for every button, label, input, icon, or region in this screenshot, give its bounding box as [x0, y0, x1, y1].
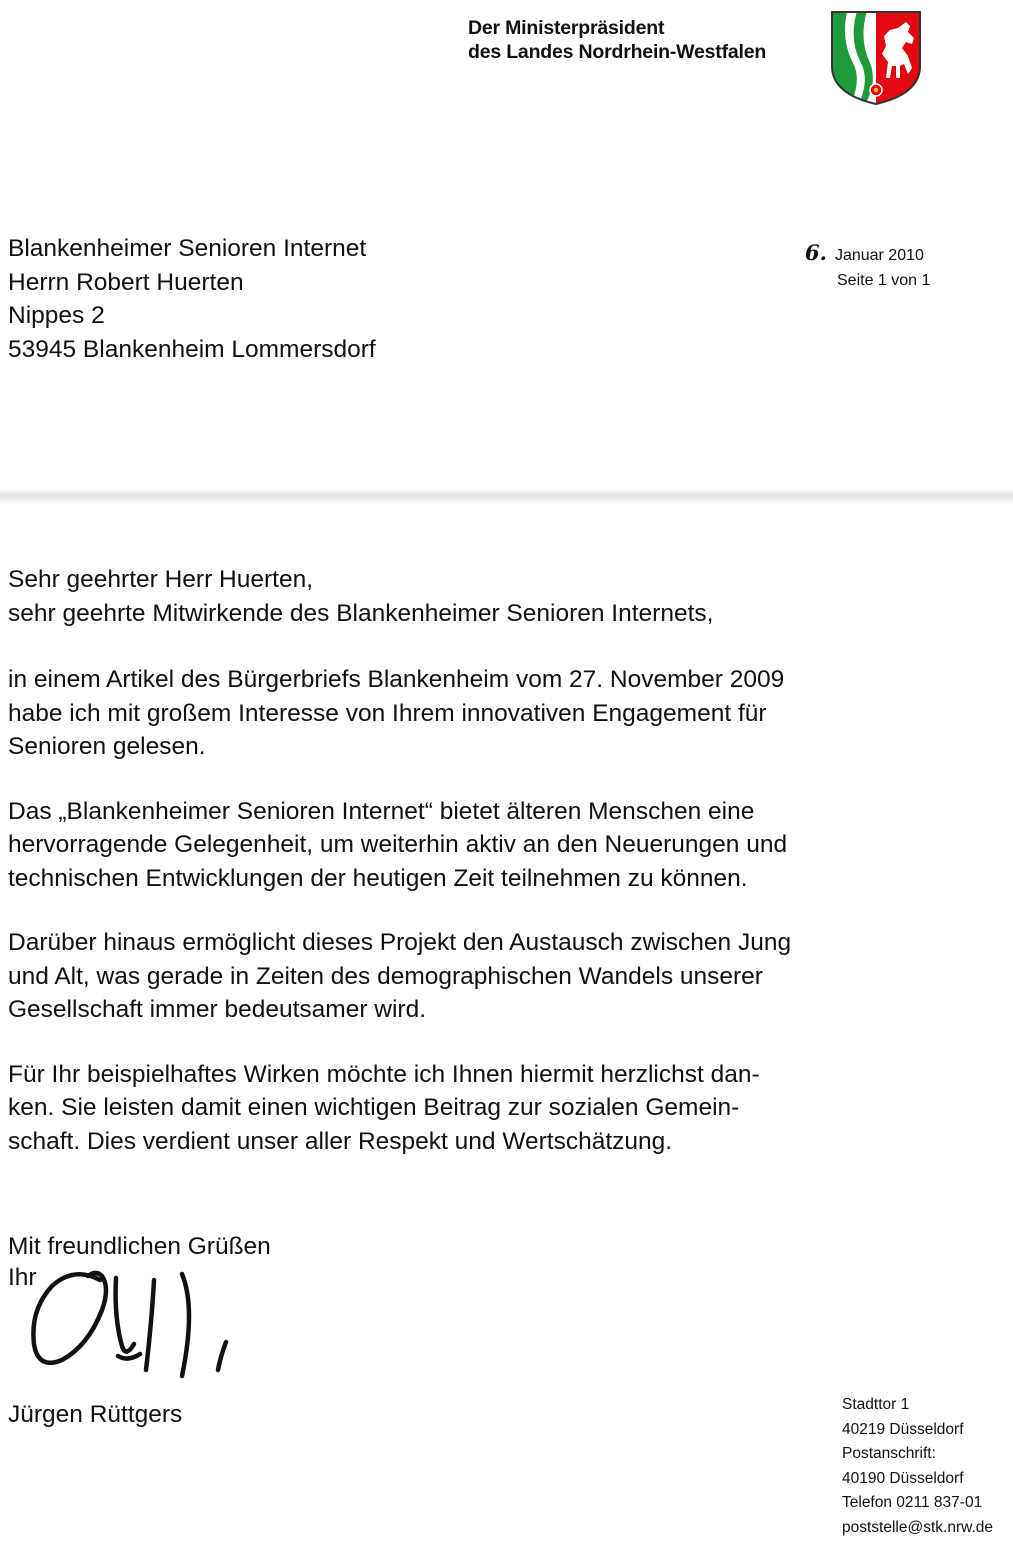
- closing-ihr: Ihr: [8, 1264, 37, 1291]
- letter-body: [8, 663, 838, 1189]
- footer-street: Stadttor 1: [842, 1396, 910, 1413]
- footer-city: 40219 Düsseldorf: [842, 1420, 964, 1438]
- footer-email: poststelle@stk.nrw.de: [842, 1518, 993, 1536]
- text-line: hervorragende Gelegenheit, um weiterhin aktiv an den Neuerungen und: [8, 831, 788, 858]
- text-line: in einem Artikel des Bürgerbriefs Blankenheim vom 27. November 2009: [8, 666, 785, 693]
- text-line: habe ich mit großem Interesse von Ihrem innovativen Engagement für: [8, 699, 767, 727]
- text-line: Das „Blankenheimer Senioren Internet“ bietet älteren Menschen eine: [8, 797, 755, 825]
- paragraph-3: [8, 926, 838, 1027]
- text-line: schaft. Dies verdient unser aller Respekt und Wertschätzung.: [8, 1127, 673, 1155]
- page-info: Seite 1 von 1: [837, 272, 931, 289]
- handwritten-signature: [22, 1258, 242, 1393]
- salutation: [8, 563, 713, 631]
- recipient-address: [8, 232, 376, 366]
- text-line: Senioren gelesen.: [8, 733, 206, 760]
- recipient-name: Herrn Robert Huerten: [8, 268, 244, 296]
- text-line: Gesellschaft immer bedeutsamer wird.: [8, 996, 427, 1023]
- recipient-organization: Blankenheimer Senioren Internet: [8, 235, 367, 262]
- signer-name: Jürgen Rüttgers: [8, 1401, 183, 1428]
- text-line: und Alt, was gerade in Zeiten des demographischen Wandels unserer: [8, 962, 763, 990]
- recipient-city: 53945 Blankenheim Lommersdorf: [8, 335, 376, 363]
- sender-contact: [842, 1393, 993, 1540]
- closing-greeting: Mit freundlichen Grüßen: [8, 1233, 271, 1260]
- text-line: Für Ihr beispielhaftes Wirken möchte ich Ihnen hiermit herzlichst dan-: [8, 1060, 760, 1088]
- date-block: [805, 240, 985, 293]
- paragraph-2: [8, 795, 838, 896]
- footer-postal-city: 40190 Düsseldorf: [842, 1469, 964, 1487]
- letterhead-subtitle: des Landes Nordrhein-Westfalen: [468, 41, 767, 63]
- letterhead-title: Der Ministerpräsident: [468, 17, 665, 39]
- salutation-line-1: Sehr geehrter Herr Huerten,: [8, 566, 314, 593]
- footer-postal-label: Postanschrift:: [842, 1445, 936, 1462]
- salutation-line-2: sehr geehrte Mitwirkende des Blankenheimer Senioren Internets,: [8, 600, 714, 627]
- footer-phone: Telefon 0211 837-01: [842, 1494, 983, 1511]
- text-line: ken. Sie leisten damit einen wichtigen Beitrag zur sozialen Gemein-: [8, 1094, 740, 1121]
- date-day-handwritten: 6.: [805, 240, 827, 265]
- nrw-coat-of-arms-icon: [828, 8, 924, 106]
- paragraph-1: [8, 663, 838, 764]
- text-line: technischen Entwicklungen der heutigen Zeit teilnehmen zu können.: [8, 864, 748, 892]
- date-month-year: Januar 2010: [834, 247, 924, 264]
- paragraph-4: [8, 1058, 838, 1159]
- letterhead: [468, 16, 766, 64]
- fold-line: [0, 488, 1013, 504]
- recipient-street: Nippes 2: [8, 302, 105, 329]
- text-line: Darüber hinaus ermöglicht dieses Projekt den Austausch zwischen Jung: [8, 929, 792, 956]
